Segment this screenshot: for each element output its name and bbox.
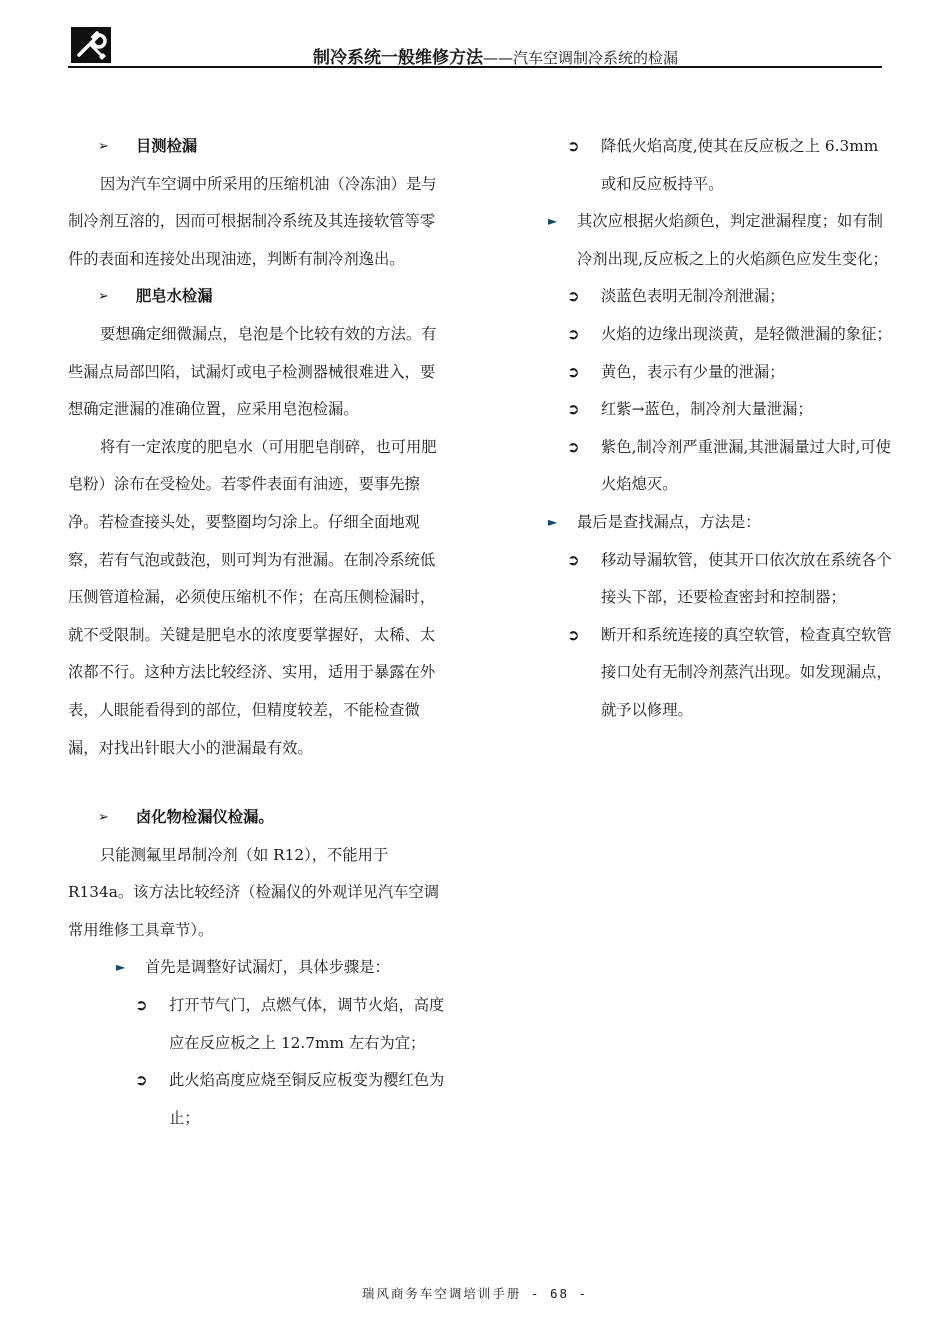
heading-text: 目测检漏 — [136, 137, 198, 155]
list-item — [548, 504, 893, 542]
list-item — [548, 203, 893, 278]
curved-arrow-bullet-icon: ➲ — [567, 550, 580, 569]
curved-arrow-bullet-icon: ➲ — [567, 362, 580, 381]
left-column — [68, 128, 448, 1137]
header-separator: —— — [482, 49, 513, 67]
list-item — [548, 617, 893, 730]
list-item-text: 断开和系统连接的真空软管，检查真空软管接口处有无制冷剂蒸汽出现。如发现漏点，就予以修理。 — [601, 625, 892, 719]
right-column — [548, 128, 893, 730]
header-rule — [68, 66, 882, 68]
page-footer: 瑞风商务车空调培训手册 - 68 - — [361, 1286, 589, 1301]
paragraph: 因为汽车空调中所采用的压缩机油（冷冻油）是与制冷剂互溶的，因而可根据制冷系统及其连接软管等零件的表面和连接处出现油迹，判断有制冷剂逸出。 — [68, 174, 437, 268]
section-heading-soap — [68, 278, 448, 316]
curved-arrow-bullet-icon: ➲ — [567, 287, 580, 306]
list-item — [68, 949, 448, 987]
list-item — [548, 354, 893, 392]
curved-arrow-bullet-icon: ➲ — [567, 625, 580, 644]
list-item — [548, 128, 893, 203]
heading-text: 卤化物检漏仪检漏。 — [136, 808, 274, 827]
triangle-bullet-icon: ► — [548, 514, 558, 529]
list-item — [548, 278, 893, 316]
curved-arrow-bullet-icon: ➲ — [567, 400, 580, 419]
list-item — [68, 987, 448, 1062]
curved-arrow-bullet-icon: ➲ — [567, 137, 580, 155]
list-item — [548, 316, 893, 354]
wrench-logo — [71, 27, 111, 63]
page-header — [313, 43, 678, 68]
heading-text: 肥皂水检漏 — [136, 287, 213, 306]
curved-arrow-bullet-icon: ➲ — [567, 324, 580, 343]
list-item — [548, 542, 893, 617]
list-item-text: 淡蓝色表明无制冷剂泄漏； — [601, 287, 785, 306]
section-heading-halide — [68, 799, 448, 837]
header-title: 制冷系统一般维修方法 — [312, 48, 483, 68]
triangle-bullet-icon: ► — [116, 960, 126, 975]
list-item — [68, 1062, 448, 1137]
list-item-text: 黄色，表示有少量的泄漏； — [601, 362, 785, 381]
section-heading-visual — [68, 128, 448, 166]
curved-arrow-bullet-icon: ➲ — [135, 1071, 148, 1090]
list-item-text: 红紫→蓝色，制冷剂大量泄漏； — [601, 400, 813, 419]
heading-arrow-icon: ➢ — [98, 289, 109, 305]
list-item-text: 降低火焰高度,使其在反应板之上 6.3mm 或和反应板持平。 — [601, 137, 879, 193]
list-item-text: 最后是查找漏点，方法是： — [577, 512, 761, 531]
paragraph: 要想确定细微漏点，皂泡是个比较有效的方法。有些漏点局部凹陷，试漏灯或电子检测器械很难进入，要想确定泄漏的准确位置，应采用皂泡检漏。 — [68, 324, 437, 419]
list-item — [548, 391, 893, 429]
header-subtitle: 汽车空调制冷系统的检漏 — [512, 49, 678, 67]
triangle-bullet-icon: ► — [548, 214, 558, 229]
list-item-text: 火焰的边缘出现淡黄，是轻微泄漏的象征； — [601, 324, 892, 343]
list-item-text: 打开节气门，点燃气体，调节火焰，高度应在反应板之上 12.7mm 左右为宜； — [169, 996, 445, 1052]
list-item-text: 其次应根据火焰颜色，判定泄漏程度；如有制冷剂出现,反应板之上的火焰颜色应发生变化； — [577, 212, 888, 268]
heading-arrow-icon: ➢ — [98, 139, 109, 154]
heading-arrow-icon: ➢ — [98, 810, 109, 826]
curved-arrow-bullet-icon: ➲ — [135, 996, 148, 1015]
list-item — [548, 429, 893, 504]
list-item-text: 首先是调整好试漏灯，具体步骤是： — [145, 958, 390, 977]
list-item-text: 紫色,制冷剂严重泄漏,其泄漏量过大时,可使火焰熄灭。 — [601, 437, 891, 494]
paragraph: 只能测氟里昂制冷剂（如 R12），不能用于 R134a。该方法比较经济（检漏仪的外观详见汽车空调常用维修工具章节）。 — [68, 845, 440, 939]
list-item-text: 此火焰高度应烧至铜反应板变为樱红色为止； — [169, 1071, 445, 1127]
paragraph: 将有一定浓度的肥皂水（可用肥皂削碎，也可用肥皂粉）涂布在受检处。若零件表面有油迹，要事先擦净。若检查接头处，要整圈均匀涂上。仔细全面地观察，若有气泡或鼓泡，则可判为有泄漏。在制冷系统低压侧管道检漏，必须使压缩机不作；在高压侧检漏时，就不受限制。关键是肥皂水的浓度要掌握好，太稀、太浓都不行。这种方法比较经济、实用，适用于暴露在外表，人眼能看得到的部位，但精度较差，不能检查微漏，对找出针眼大小的泄漏最有效。 — [68, 437, 437, 757]
curved-arrow-bullet-icon: ➲ — [567, 437, 580, 456]
list-item-text: 移动导漏软管，使其开口依次放在系统各个接头下部，还要检查密封和控制器； — [601, 550, 892, 607]
